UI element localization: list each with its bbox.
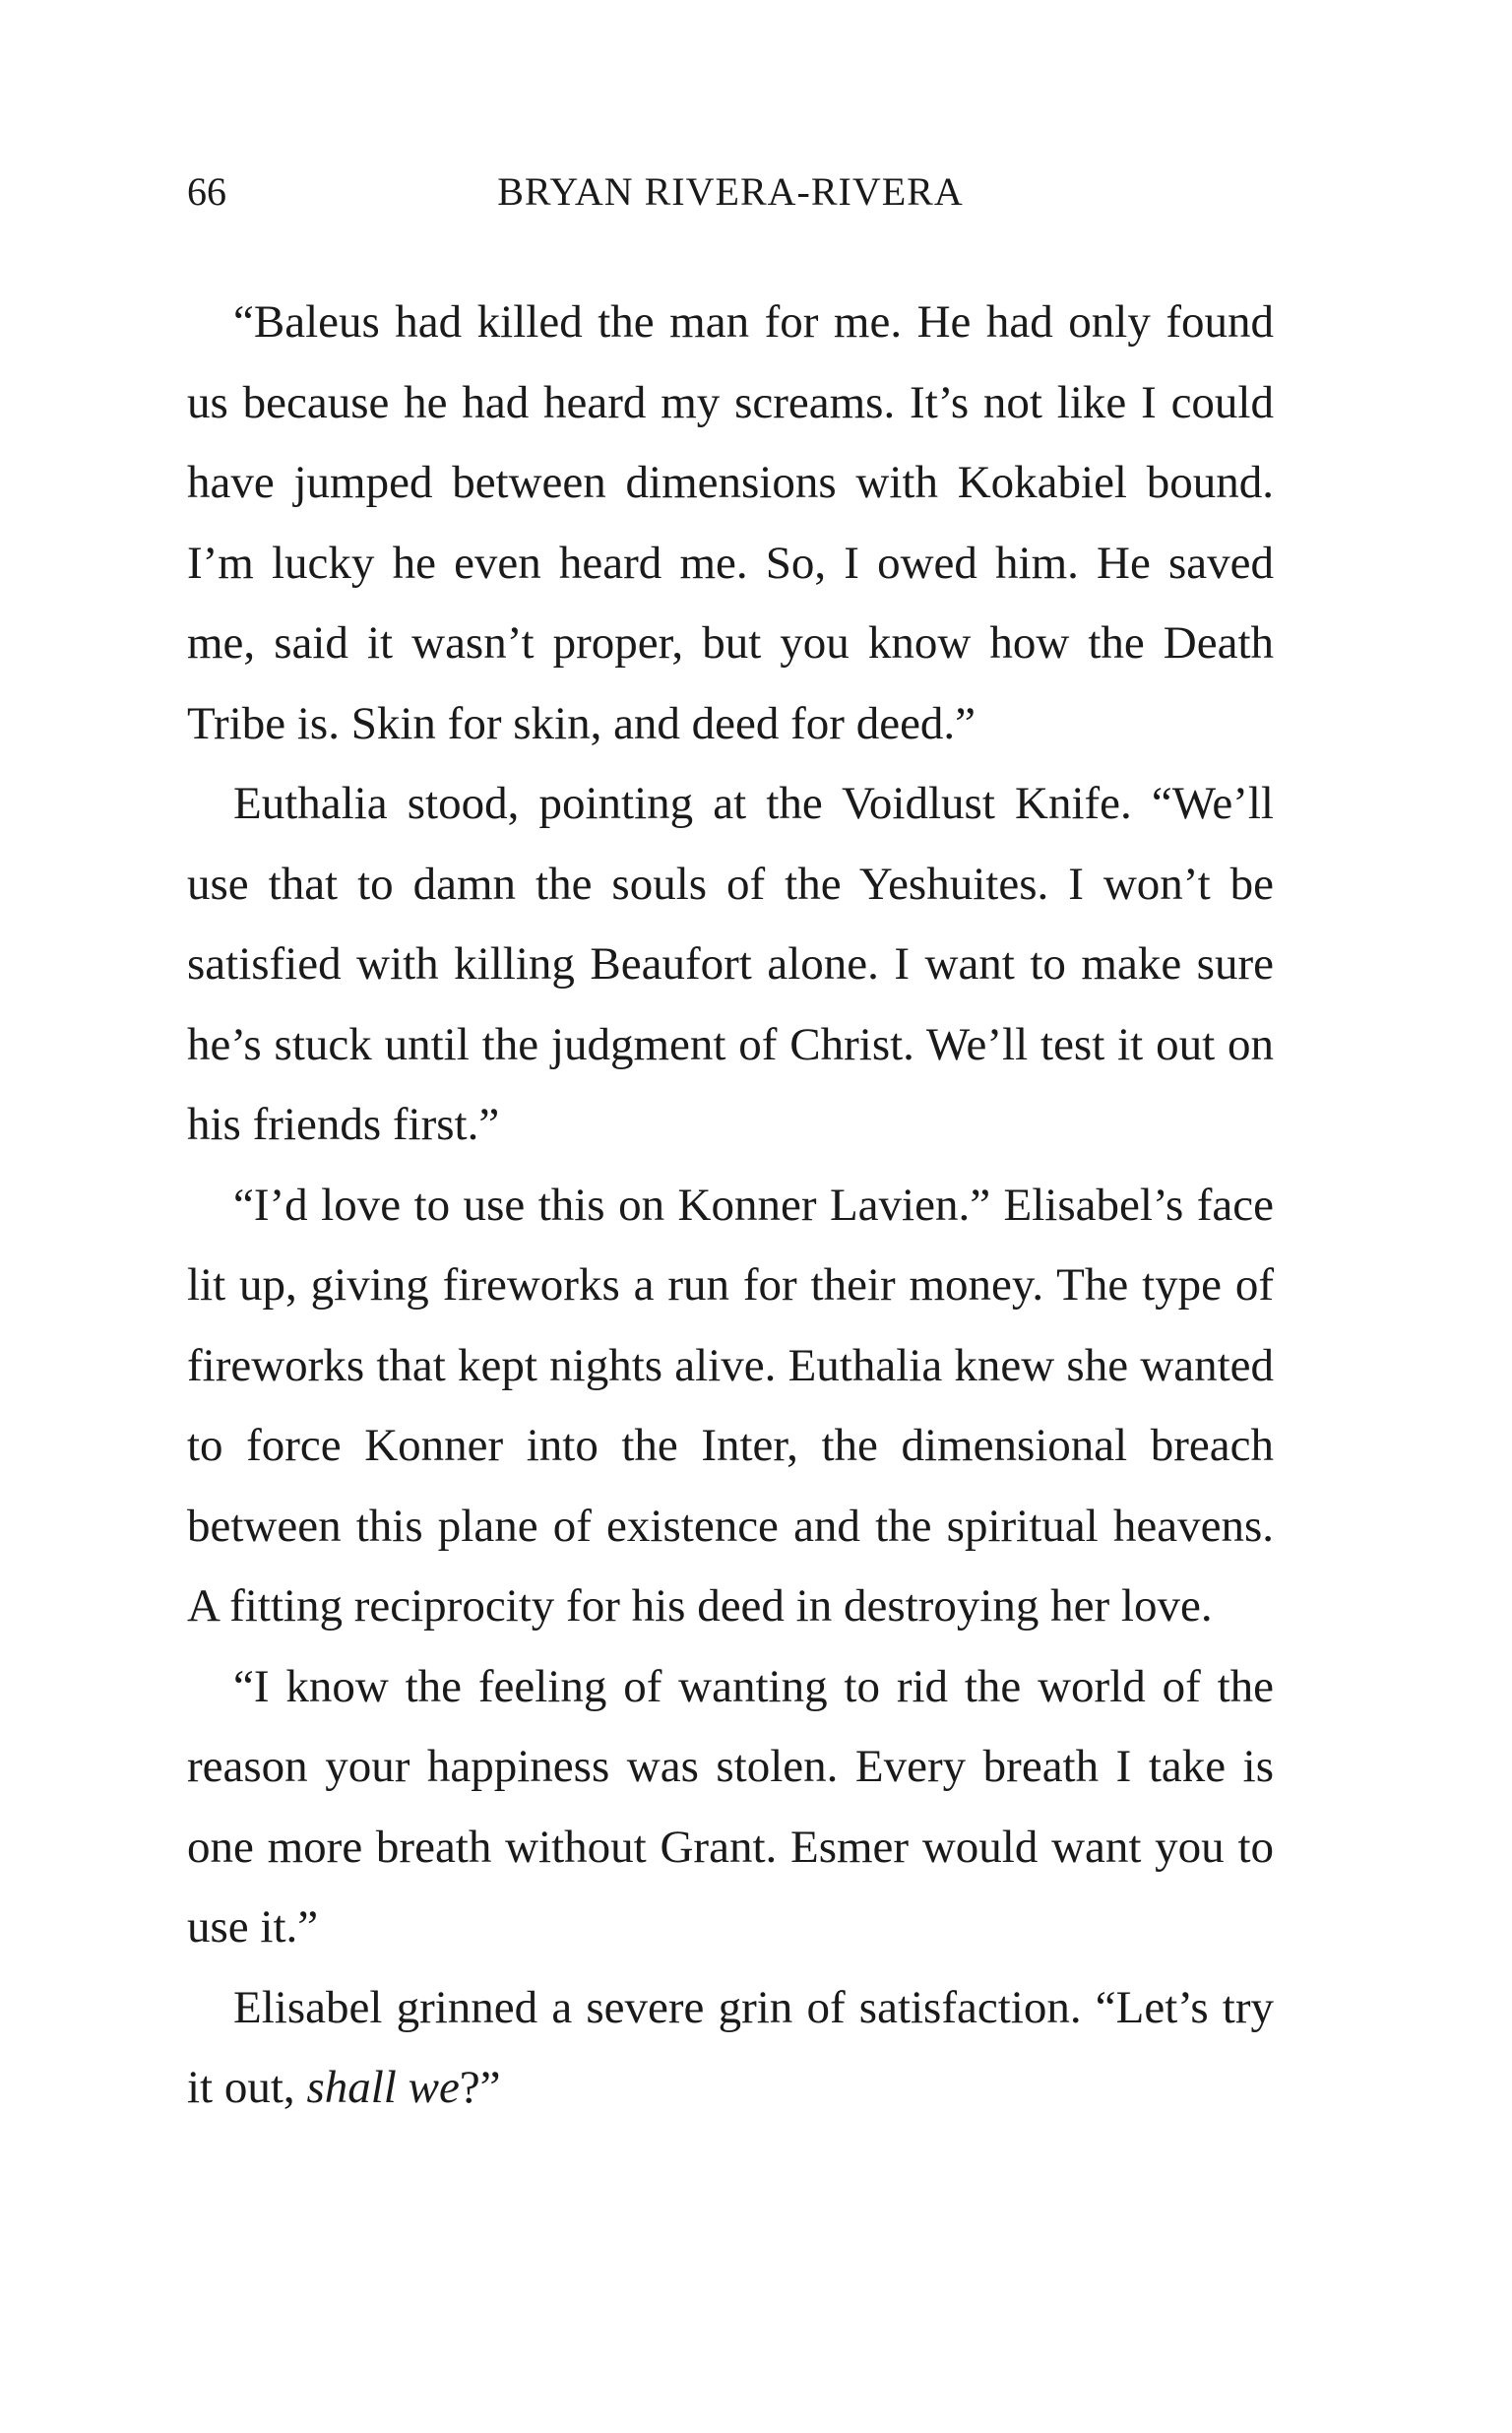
page-number: 66	[187, 169, 226, 214]
paragraph-text: Elisabel grinned a severe grin of satisfaction. “Let’s try it out,	[187, 1981, 1274, 2113]
paragraph: “I’d love to use this on Konner Lavien.” Elisabel’s face lit up, giving fireworks a run for their money. The type of fireworks that kept nights alive. Euthalia knew she wanted to force Konner into the Inter, the dimensional breach between this plane of existence and the spiritual heavens. A fitting reciprocity for his deed in destroying her love.	[187, 1179, 1274, 1632]
running-head	[187, 167, 1274, 217]
paragraph: “I know the feeling of wanting to rid the world of the reason your happiness was stolen. Every breath I take is one more breath without Grant. Esmer would want you to use it.”	[187, 1660, 1274, 1953]
running-head-author: BRYAN RIVERA-RIVERA	[497, 169, 964, 214]
body-text	[187, 283, 1274, 2129]
paragraph-text: ?”	[459, 2062, 501, 2113]
paragraph: Euthalia stood, pointing at the Voidlust Knife. “We’ll use that to damn the souls of the Yeshuites. I won’t be satisfied with killing Beaufort alone. I want to make sure he’s stuck until the judgment of Christ. We’ll test it out on his friends first.”	[187, 778, 1274, 1150]
paragraph: “Baleus had killed the man for me. He had only found us because he had heard my screams. It’s not like I could have jumped between dimensions with Kokabiel bound. I’m lucky he even heard me. So, I owed him. He saved me, said it wasn’t proper, but you know how the Death Tribe is. Skin for skin, and deed for deed.”	[187, 296, 1274, 749]
italic-text: shall we	[306, 2062, 460, 2113]
paragraph	[187, 1968, 1274, 2129]
